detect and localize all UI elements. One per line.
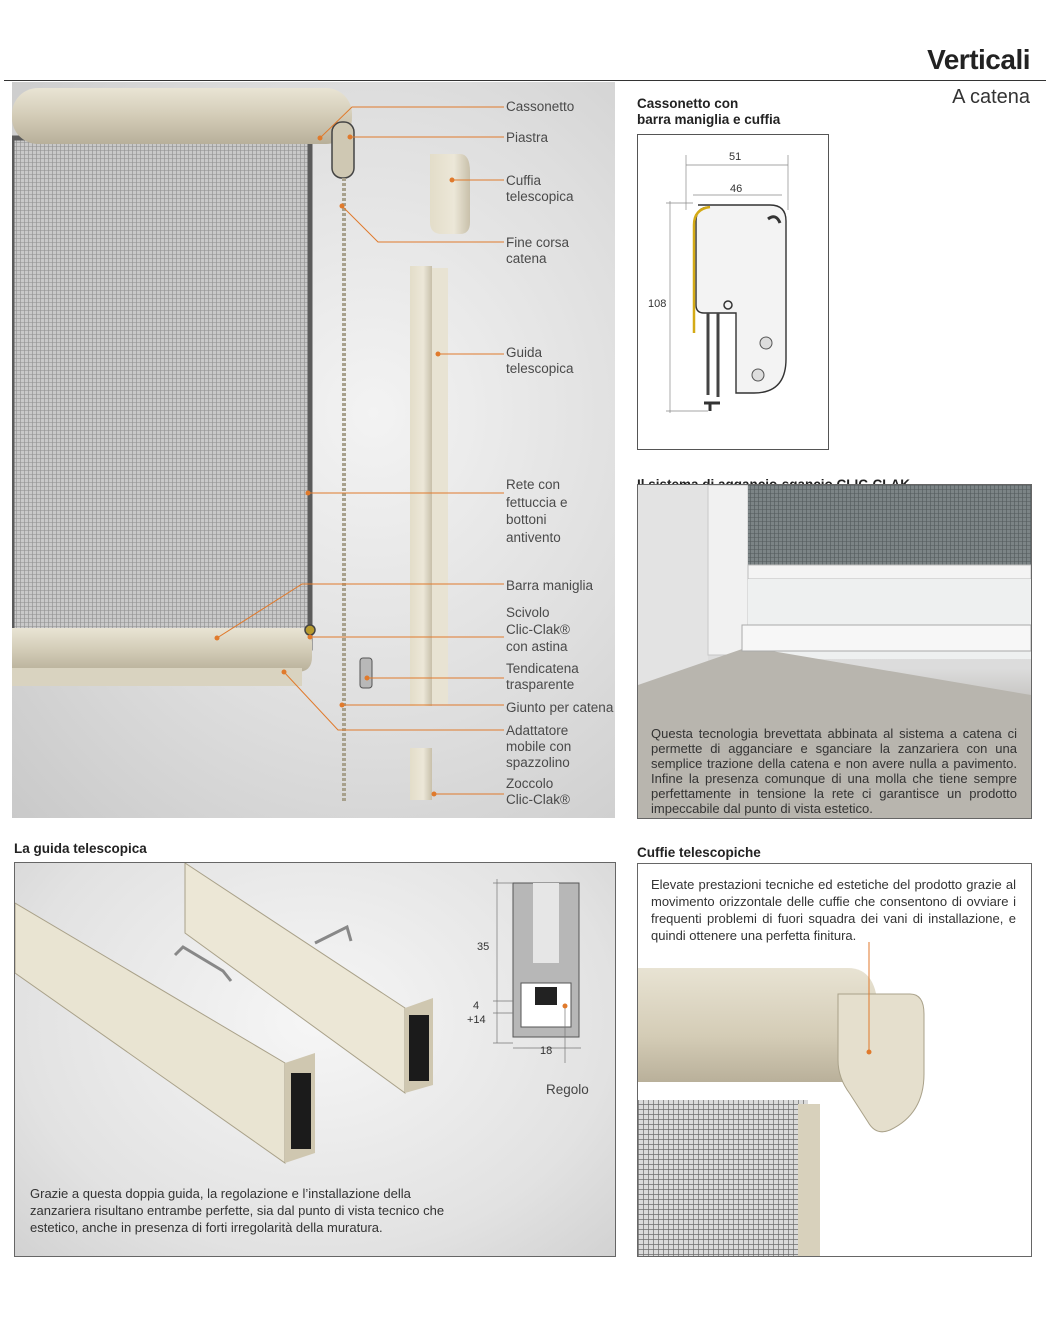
page-title: Verticali — [927, 44, 1030, 75]
cassette-roll — [12, 88, 352, 144]
callout-cassonetto: Cassonetto — [506, 99, 575, 114]
guide-heading: La guida telescopica — [14, 841, 147, 856]
callout-guida: Guida telescopica — [506, 345, 574, 376]
handle-bar — [12, 628, 312, 672]
guide-description: Grazie a questa doppia guida, la regolazione e l’installazione della zanzariera risultano entrambe perfette, sia dal punto di vista tecnico che estetico, anche in presenza di forti irregolarità della muratura. — [30, 1186, 445, 1235]
page-subtitle: A catena — [952, 86, 1030, 108]
callout-zoccolo: Zoccolo Clic-Clak® — [506, 776, 570, 807]
clic-clak-glide — [305, 625, 315, 635]
header-rule — [4, 80, 1046, 81]
callout-scivolo: Scivolo Clic-Clak® con astina — [506, 605, 570, 654]
cuff-description: Elevate prestazioni tecniche ed estetiche del prodotto grazie al movimento orizzontale delle cuffie che consentono di ovviare i frequenti problemi di fuori squadra dei vani di installazione, e quindi ottenere una perfetta finitura. — [651, 877, 1016, 943]
dim-guide-adj-b: +14 — [467, 1014, 486, 1026]
cassonetto-heading: Cassonetto con barra maniglia e cuffia — [637, 96, 781, 127]
telescopic-cuff — [430, 154, 470, 234]
cuff-heading: Cuffie telescopiche — [637, 845, 761, 860]
callout-giunto: Giunto per catena — [506, 700, 614, 715]
dim-guide-height: 35 — [477, 941, 490, 953]
telescopic-guide — [410, 266, 432, 706]
dim-width-inner: 46 — [730, 183, 743, 195]
callout-cuffia: Cuffia telescopica — [506, 173, 574, 204]
brush-adapter — [12, 668, 302, 686]
cassonetto-drawing — [637, 134, 829, 450]
clic-clak-description: Questa tecnologia brevettata abbinata al sistema a catena ci permette di agganciare e sganciare la zanzariera con una semplice trazione della catena e non avere nulla a pavimento. Infine la presenza comunque di una molla che tiene sempre perfettamente in tensione la rete ci garantisce un prodotto impeccabile dal punto di vista estetico. — [651, 726, 1017, 816]
callout-tendicatena: Tendicatena trasparente — [506, 661, 579, 692]
callout-piastra: Piastra — [506, 130, 549, 145]
dim-guide-width: 18 — [540, 1045, 553, 1057]
chain-tensioner — [360, 658, 372, 688]
regolo-label: Regolo — [546, 1082, 589, 1097]
mesh-screen — [12, 138, 310, 648]
callout-barra: Barra maniglia — [506, 578, 594, 593]
callout-fine-corsa: Fine corsa catena — [506, 235, 570, 266]
product-exploded-view — [12, 82, 615, 818]
callout-rete: Rete con fettuccia e bottoni antivento — [506, 477, 568, 545]
dim-height: 108 — [648, 298, 667, 310]
end-plate — [332, 122, 354, 178]
base-piece — [410, 748, 432, 800]
callout-adattatore: Adattatore mobile con spazzolino — [506, 723, 572, 770]
dim-guide-adj-a: 4 — [473, 1000, 480, 1012]
dim-width-outer: 51 — [729, 151, 742, 163]
